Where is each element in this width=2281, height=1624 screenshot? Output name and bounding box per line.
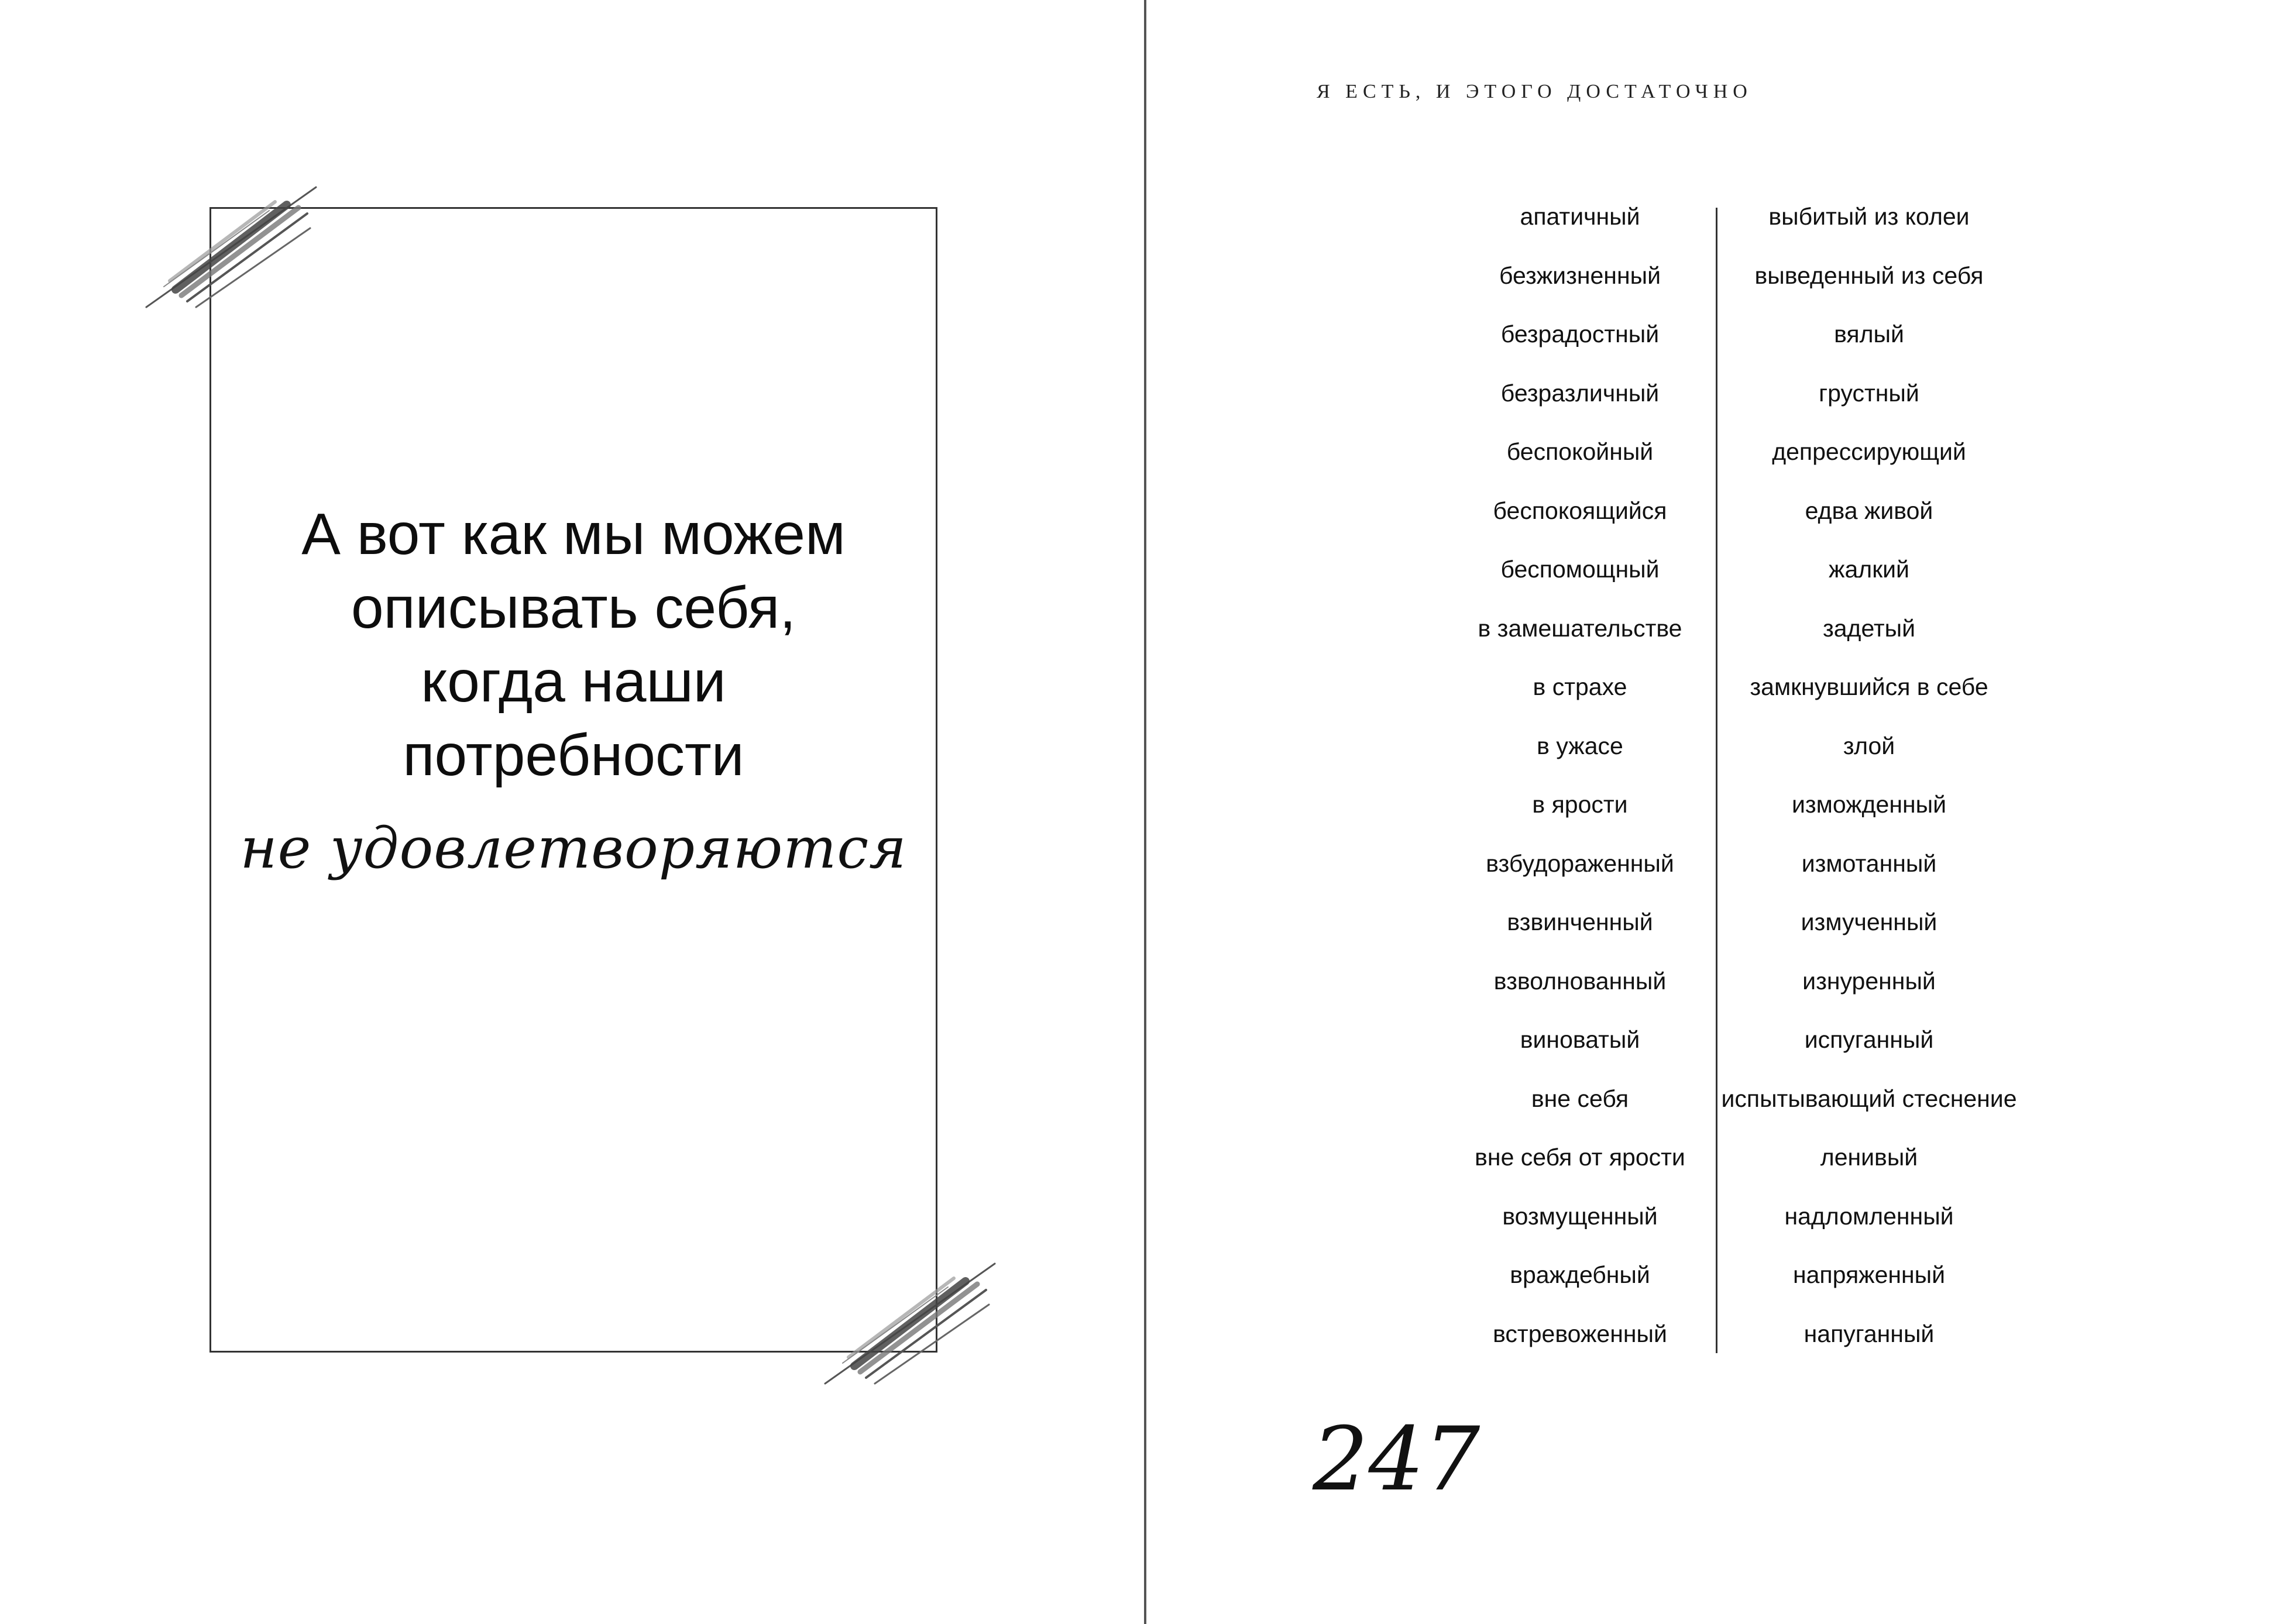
pencil-scribble-bottom-right-icon: [819, 1258, 1006, 1398]
list-item: напряженный: [1792, 1261, 1946, 1288]
list-item: выбитый из колеи: [1768, 203, 1970, 230]
list-item: встревоженный: [1493, 1320, 1667, 1347]
pencil-scribble-top-left-icon: [140, 181, 328, 322]
list-item: задетый: [1822, 614, 1916, 642]
running-head: Я ЕСТЬ, И ЭТОГО ДОСТАТОЧНО: [1317, 81, 1753, 102]
list-item: испытывающий стеснение: [1721, 1085, 2017, 1112]
list-item: беспомощный: [1500, 556, 1660, 583]
list-item: выведенный из себя: [1754, 262, 1984, 289]
list-item: безразличный: [1500, 379, 1660, 407]
list-item: беспокоящийся: [1493, 497, 1667, 524]
callout-heading: [209, 497, 937, 792]
list-item: злой: [1843, 732, 1895, 759]
list-item: безрадостный: [1500, 321, 1660, 347]
callout-script-line: не удовлетворяются: [240, 816, 907, 881]
word-list-right: [1647, 199, 2091, 1375]
list-item: надломленный: [1784, 1202, 1954, 1230]
list-item: в замешательстве: [1478, 614, 1682, 642]
list-item: апатичный: [1520, 203, 1640, 230]
list-item: замкнувшийся в себе: [1750, 673, 1988, 700]
list-item: изнуренный: [1802, 967, 1936, 995]
callout-line: А вот как мы можем: [301, 501, 846, 567]
list-item: виноватый: [1520, 1026, 1640, 1053]
list-item: депрессирующий: [1772, 438, 1966, 465]
list-item: испуганный: [1804, 1026, 1934, 1053]
list-item: враждебный: [1510, 1261, 1650, 1288]
list-item: взволнованный: [1493, 967, 1667, 995]
list-item: возмущенный: [1502, 1202, 1658, 1230]
list-item: измученный: [1801, 909, 1938, 935]
list-item: взбудораженный: [1486, 849, 1674, 877]
list-item: изможденный: [1791, 791, 1947, 818]
right-page: [1146, 0, 2281, 1624]
list-item: жалкий: [1829, 556, 1909, 583]
list-item: напуганный: [1803, 1320, 1935, 1347]
callout-line: описывать себя,: [351, 575, 796, 641]
list-item: безжизненный: [1499, 262, 1661, 289]
list-item: в ужасе: [1537, 732, 1623, 759]
list-item: в страхе: [1533, 673, 1627, 700]
list-item: беспокойный: [1506, 438, 1654, 465]
list-item: грустный: [1819, 379, 1919, 407]
list-item: вне себя: [1531, 1085, 1629, 1112]
page-number: 247: [1313, 1409, 1480, 1511]
list-item: вне себя от ярости: [1475, 1144, 1685, 1171]
list-item: в ярости: [1532, 791, 1628, 818]
list-item: вялый: [1834, 321, 1904, 347]
list-item: едва живой: [1805, 497, 1933, 524]
list-item: измотанный: [1801, 849, 1937, 877]
list-item: взвинченный: [1507, 909, 1653, 935]
callout-line: когда наши: [421, 649, 726, 714]
callout-line: потребности: [403, 722, 744, 788]
list-item: ленивый: [1820, 1144, 1918, 1171]
